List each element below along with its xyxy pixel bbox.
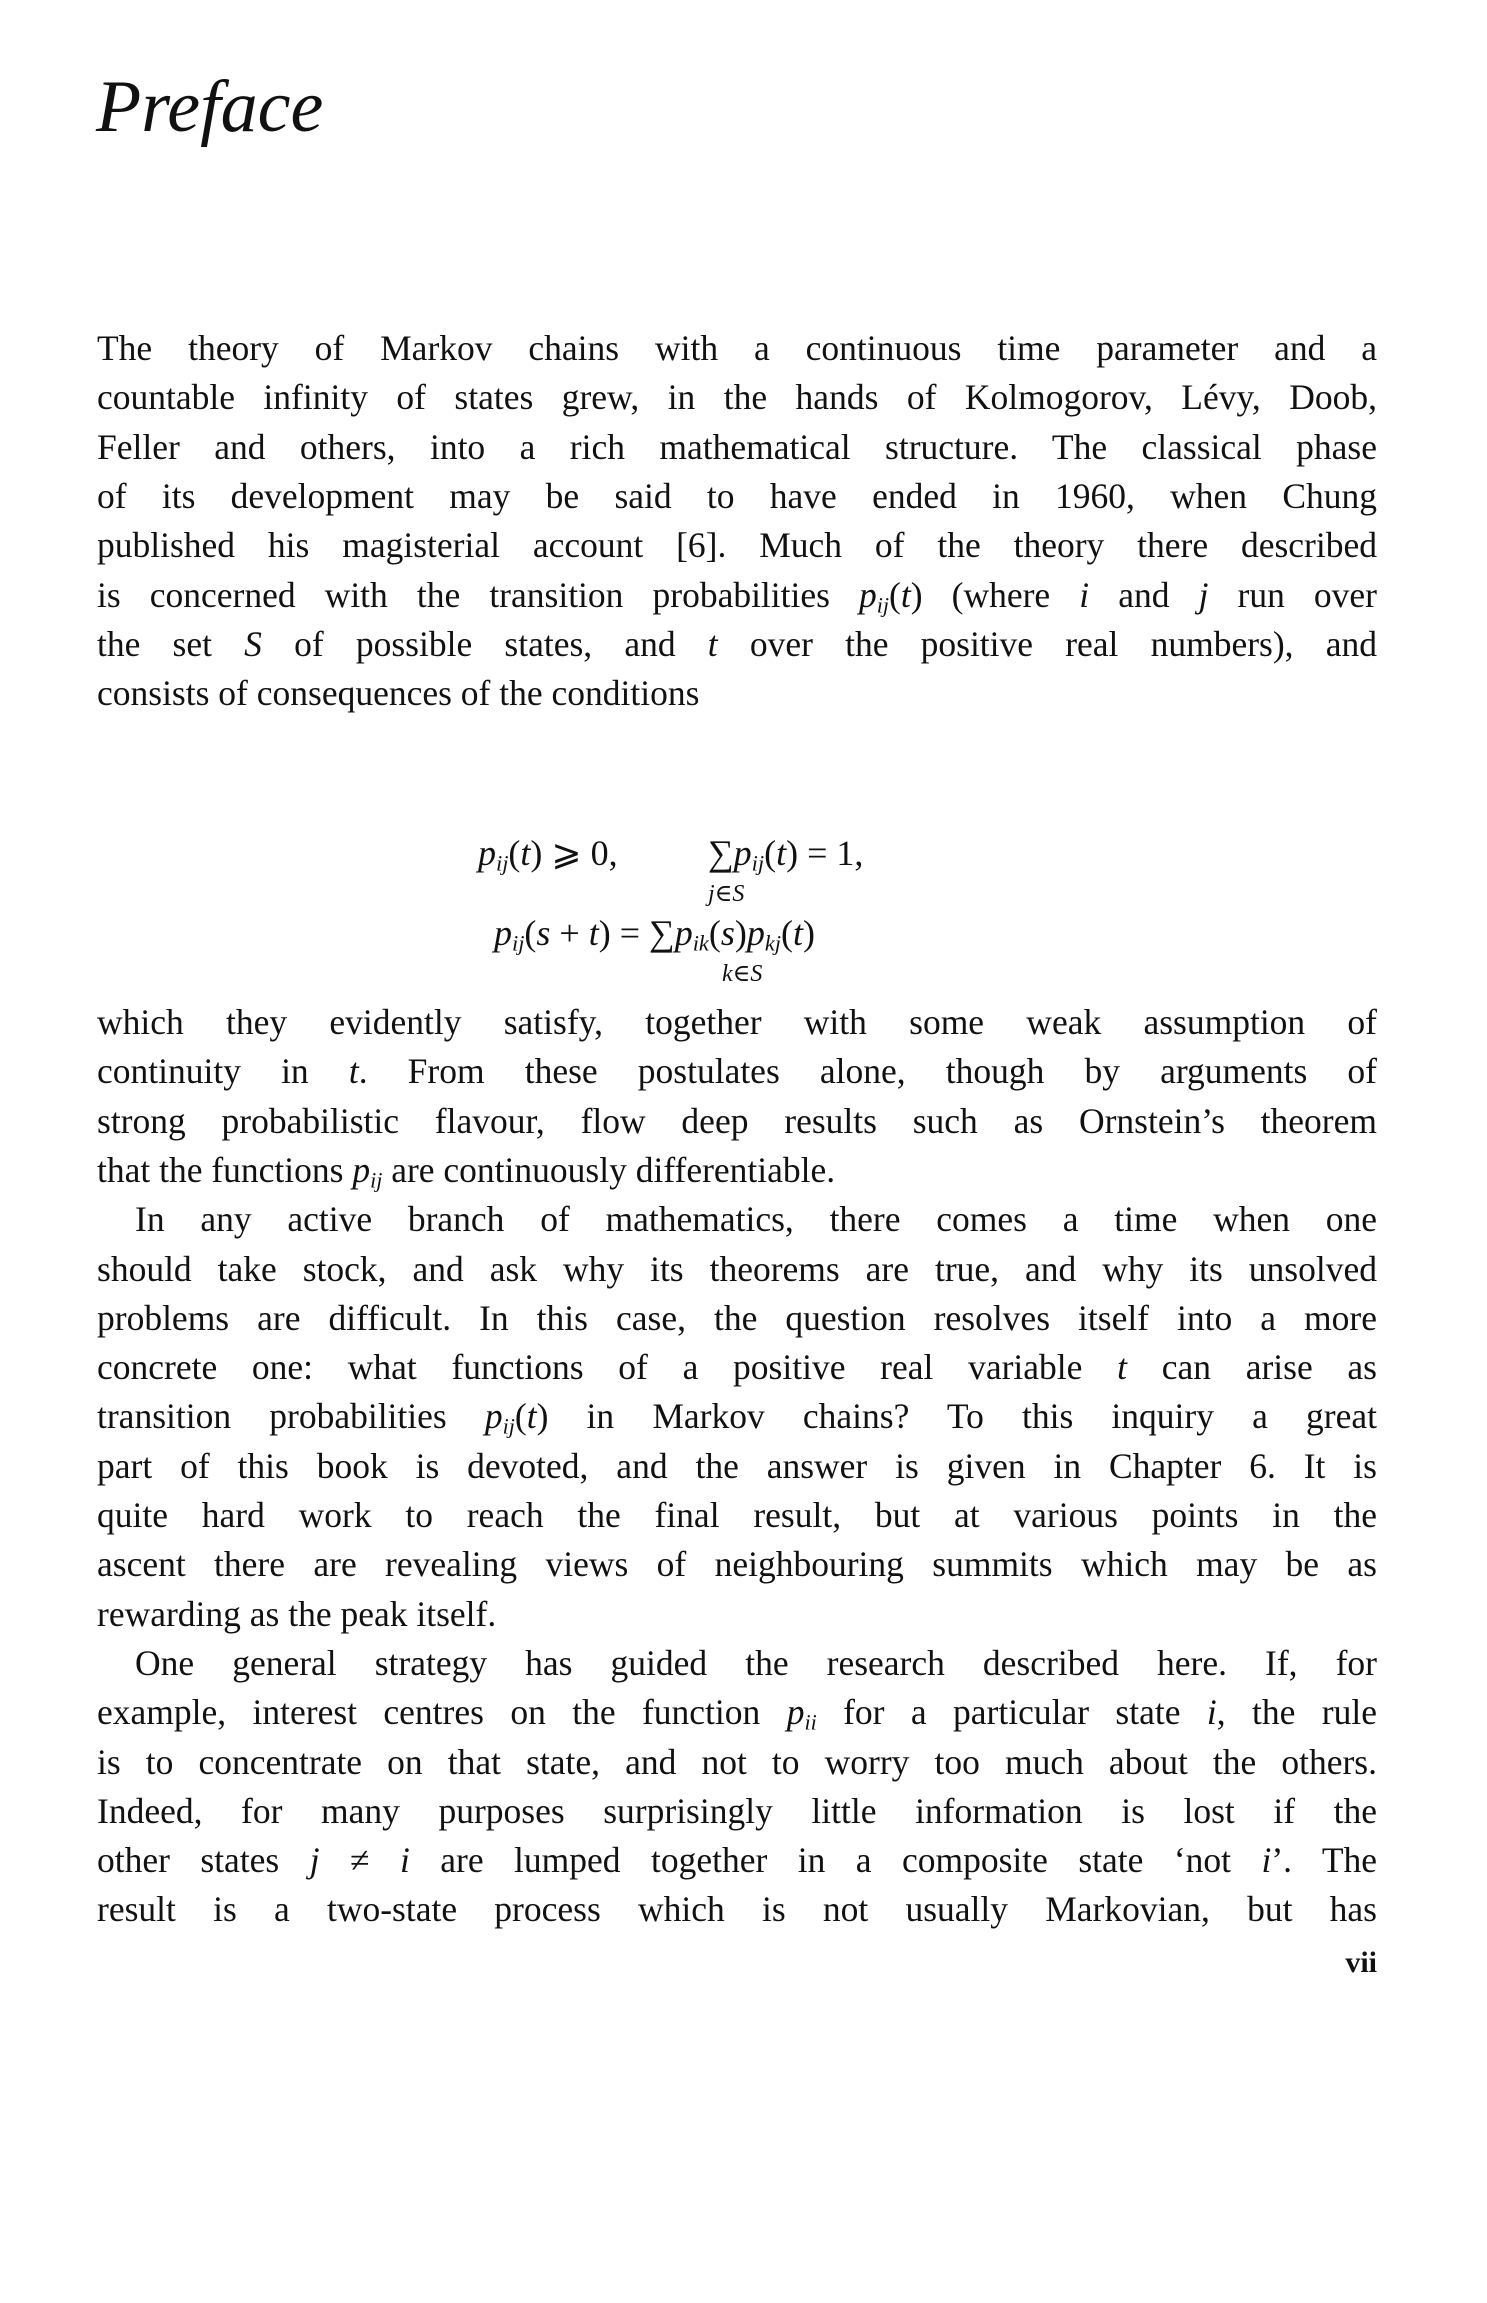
equation-chapman-kolmogorov bbox=[494, 914, 815, 956]
text-line bbox=[97, 1787, 1377, 1836]
text-run: part of this book is devoted, and the answer is given in Chapter 6. It is bbox=[97, 1445, 1377, 1486]
text-run: strong probabilistic flavour, flow deep results such as Ornstein’s theorem bbox=[97, 1100, 1377, 1141]
text-run: concrete one: what functions of a positive real variable bbox=[97, 1347, 1118, 1388]
text-line bbox=[97, 1885, 1377, 1934]
text-line bbox=[97, 1245, 1377, 1294]
text-run: and bbox=[1089, 574, 1199, 615]
text-run: ≠ bbox=[319, 1840, 400, 1881]
text-run: One general strategy has guided the research described here. If, for bbox=[135, 1642, 1377, 1683]
text-line bbox=[97, 571, 1377, 620]
text-run: quite hard work to reach the final result, but at various points in the bbox=[97, 1495, 1377, 1535]
text-line bbox=[97, 1195, 1377, 1244]
text-line bbox=[97, 1836, 1377, 1885]
math-variable: t bbox=[520, 833, 531, 873]
math-variable: p bbox=[859, 574, 877, 615]
math-subscript: kj bbox=[764, 930, 781, 956]
text-run: In any active branch of mathematics, there comes a time when one bbox=[135, 1199, 1377, 1240]
text-run: of its development may be said to have ended in 1960, when Chung bbox=[97, 475, 1377, 516]
math-variable: i bbox=[1206, 1692, 1217, 1733]
text-run: Indeed, for many purposes surprisingly little information is lost if the bbox=[97, 1790, 1377, 1831]
text-run: ( bbox=[764, 833, 777, 873]
text-run: that the functions bbox=[97, 1149, 353, 1190]
math-variable: i bbox=[1079, 574, 1090, 615]
text-run: other states bbox=[97, 1840, 310, 1881]
math-subscript: ii bbox=[804, 1709, 817, 1735]
text-line bbox=[97, 373, 1377, 422]
math-variable: p bbox=[494, 913, 512, 953]
text-run: example, interest centres on the function bbox=[97, 1692, 787, 1733]
text-run: , the rule bbox=[1216, 1692, 1377, 1733]
equation-row-sum-index: j∈S bbox=[708, 881, 745, 907]
text-run: published his magisterial account [6]. Much of the theory there described bbox=[97, 525, 1377, 566]
text-run: are continuously differentiable. bbox=[382, 1149, 836, 1190]
text-run: . From these postulates alone, though by arguments of bbox=[358, 1051, 1377, 1092]
text-run: for a particular state bbox=[816, 1692, 1207, 1733]
text-run: ) = 1, bbox=[786, 833, 864, 873]
math-subscript: ij bbox=[751, 850, 765, 876]
text-line bbox=[97, 521, 1377, 570]
math-variable: S bbox=[244, 623, 262, 664]
math-variable: p bbox=[733, 833, 752, 873]
math-subscript: ij bbox=[496, 850, 509, 876]
math-variable: p bbox=[352, 1149, 371, 1190]
math-variable: s bbox=[720, 913, 735, 953]
page-number: vii bbox=[1345, 1946, 1377, 1979]
text-run: countable infinity of states grew, in the hands of Kolmogorov, Lévy, Doob, bbox=[97, 377, 1377, 418]
math-variable: j bbox=[309, 1840, 320, 1881]
text-run: consists of consequences of the conditions bbox=[97, 673, 700, 714]
math-subscript: ij bbox=[876, 592, 890, 617]
text-run: are lumped together in a composite state ‘not bbox=[409, 1840, 1262, 1881]
math-variable: t bbox=[792, 913, 803, 953]
math-variable: t bbox=[526, 1396, 537, 1437]
text-run: of possible states, and bbox=[261, 623, 708, 664]
text-run: ascent there are revealing views of neighbouring summits which may be as bbox=[97, 1544, 1377, 1585]
text-line bbox=[97, 1392, 1377, 1441]
text-line bbox=[97, 1294, 1377, 1343]
text-run: which they evidently satisfy, together with some weak assumption of bbox=[97, 1002, 1377, 1042]
math-subscript: ij bbox=[512, 930, 525, 956]
page-title: Preface bbox=[96, 66, 324, 148]
text-run: + bbox=[550, 913, 589, 953]
text-line bbox=[97, 1491, 1377, 1540]
math-variable: p bbox=[484, 1396, 503, 1437]
math-variable: p bbox=[786, 1692, 805, 1733]
text-run: ( bbox=[508, 833, 521, 873]
text-line bbox=[97, 1590, 1377, 1639]
equation-ck-index: k∈S bbox=[722, 961, 763, 987]
text-run: The theory of Markov chains with a continuous time parameter and a bbox=[97, 328, 1377, 368]
text-line bbox=[97, 998, 1377, 1047]
text-run: should take stock, and ask why its theorems are true, and why its unsolved bbox=[97, 1248, 1377, 1289]
math-variable: j bbox=[1198, 574, 1209, 615]
text-run: ) bbox=[802, 913, 815, 953]
text-line bbox=[97, 1442, 1377, 1491]
text-run: ) (where bbox=[910, 574, 1080, 615]
text-run: ( bbox=[889, 574, 901, 615]
math-variable: t bbox=[900, 574, 911, 615]
text-line bbox=[97, 1540, 1377, 1589]
text-run: can arise as bbox=[1127, 1347, 1377, 1388]
text-line bbox=[97, 1097, 1377, 1146]
math-variable: p bbox=[674, 913, 693, 953]
text-line bbox=[97, 1047, 1377, 1096]
text-run: ) in Markov chains? To this inquiry a great bbox=[536, 1396, 1378, 1437]
math-subscript: ij bbox=[502, 1413, 515, 1439]
text-line bbox=[97, 324, 1377, 373]
text-run: ( bbox=[708, 913, 721, 953]
text-run: transition probabilities bbox=[97, 1396, 485, 1437]
text-line bbox=[97, 1688, 1377, 1737]
text-line bbox=[97, 1639, 1377, 1688]
equation-nonnegativity bbox=[478, 834, 618, 876]
math-subscript: ij bbox=[370, 1167, 383, 1193]
math-variable: i bbox=[1261, 1840, 1272, 1881]
math-variable: p bbox=[746, 913, 765, 953]
text-line bbox=[97, 669, 1377, 718]
text-run: ( bbox=[780, 913, 793, 953]
math-variable: p bbox=[478, 833, 496, 873]
text-run: ) ⩾ 0, bbox=[530, 833, 618, 873]
text-line bbox=[97, 472, 1377, 521]
math-variable: t bbox=[776, 833, 787, 873]
text-run: over the positive real numbers), and bbox=[717, 623, 1377, 664]
math-variable: s bbox=[536, 913, 551, 953]
math-variable: t bbox=[707, 623, 718, 664]
text-run: rewarding as the peak itself. bbox=[97, 1593, 497, 1634]
text-line bbox=[97, 1738, 1377, 1787]
text-run: the set bbox=[97, 623, 245, 664]
equation-row-sum bbox=[708, 834, 863, 876]
text-run: problems are difficult. In this case, the question resolves itself into a more bbox=[97, 1297, 1377, 1338]
math-variable: i bbox=[399, 1840, 410, 1881]
text-run: Feller and others, into a rich mathematical structure. The classical phase bbox=[97, 426, 1377, 467]
math-variable: t bbox=[1117, 1347, 1127, 1388]
text-run: ’. The bbox=[1271, 1840, 1378, 1881]
math-subscript: ik bbox=[692, 930, 709, 956]
text-run: run over bbox=[1208, 574, 1377, 615]
text-run: ) bbox=[734, 913, 747, 953]
text-run: continuity in bbox=[97, 1051, 349, 1092]
math-variable: t bbox=[588, 913, 599, 953]
text-line bbox=[97, 620, 1377, 669]
text-line bbox=[97, 1343, 1377, 1392]
text-run: is concerned with the transition probabilities bbox=[97, 574, 860, 615]
text-run: result is a two-state process which is not usually Markovian, but has bbox=[97, 1889, 1377, 1930]
text-line bbox=[97, 423, 1377, 472]
text-run: ( bbox=[514, 1396, 527, 1437]
text-run: is to concentrate on that state, and not to worry too much about the others. bbox=[97, 1741, 1377, 1782]
text-line bbox=[97, 1146, 1377, 1195]
math-variable: t bbox=[348, 1051, 359, 1092]
text-run: ) = ∑ bbox=[598, 913, 675, 953]
text-run: ( bbox=[524, 913, 537, 953]
text-run: ∑ bbox=[708, 833, 734, 873]
